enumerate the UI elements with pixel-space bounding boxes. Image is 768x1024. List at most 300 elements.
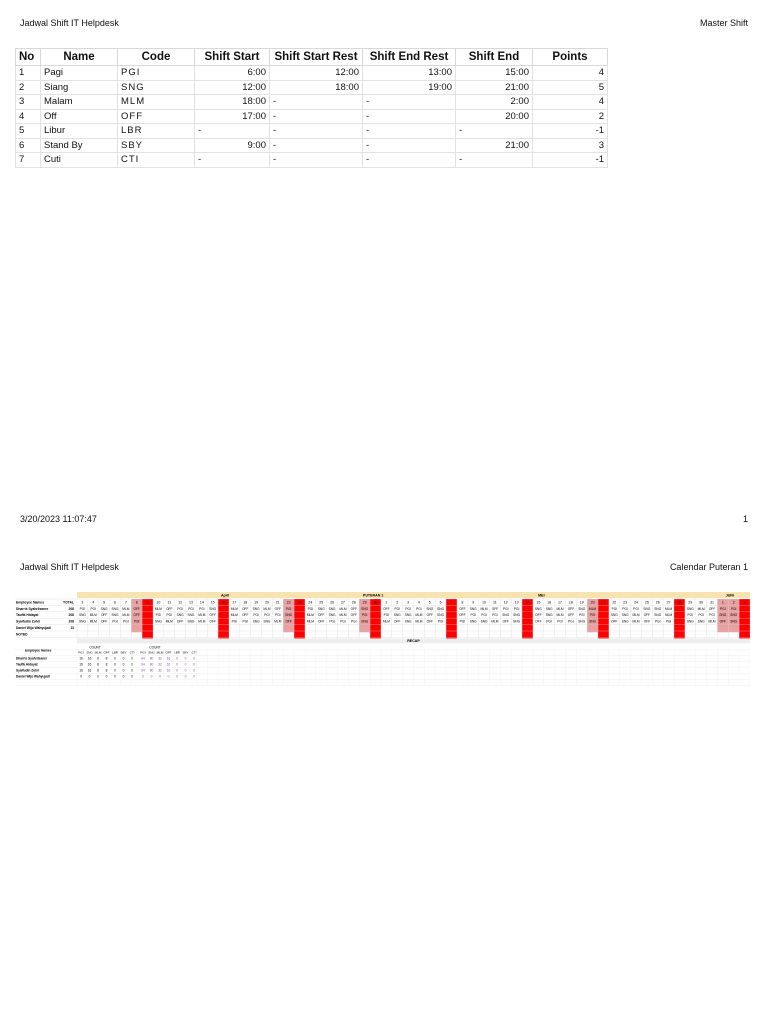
table-cell: 3 bbox=[16, 95, 41, 110]
shift-code: SNG bbox=[328, 606, 336, 611]
recap-points: 0 bbox=[142, 674, 144, 679]
table-row bbox=[16, 124, 608, 139]
shift-code: PGI bbox=[329, 619, 335, 624]
shift-code: OFF bbox=[535, 613, 542, 618]
shift-code: OFF bbox=[166, 606, 173, 611]
count-code: LBR bbox=[174, 650, 180, 655]
table-cell: 4 bbox=[533, 66, 608, 81]
employee-total: 13 bbox=[70, 626, 74, 630]
shift-code: SNG bbox=[621, 613, 629, 618]
shift-code: MLM bbox=[306, 613, 314, 618]
table-cell: 5 bbox=[533, 80, 608, 95]
recap-count: 16 bbox=[87, 656, 92, 661]
table-cell: -1 bbox=[533, 153, 608, 168]
shift-code: OFF bbox=[274, 606, 282, 611]
recap-points: 0 bbox=[167, 674, 170, 679]
table-cell: 9:00 bbox=[195, 138, 270, 153]
calendar-grid bbox=[15, 592, 750, 688]
shift-code: OFF bbox=[318, 619, 325, 624]
recap-points: 0 bbox=[176, 668, 178, 673]
table-cell: - bbox=[363, 109, 456, 124]
table-cell: - bbox=[270, 138, 363, 153]
shift-code: SNG bbox=[437, 606, 445, 611]
employee-name: Syaifudin Zuhri bbox=[16, 619, 40, 624]
shift-code: PGI bbox=[90, 606, 97, 611]
day-number: 11 bbox=[493, 600, 497, 605]
month-label: JUNI bbox=[725, 593, 734, 598]
day-number: 19 bbox=[254, 600, 259, 605]
recap-points: 0 bbox=[193, 674, 195, 679]
day-number: 28 bbox=[351, 600, 356, 605]
day-number: 18 bbox=[568, 600, 573, 605]
shift-code: SNG bbox=[654, 613, 662, 618]
shift-code: OFF bbox=[285, 619, 292, 624]
holiday-cell bbox=[446, 599, 457, 639]
shift-code: PGI bbox=[654, 619, 661, 624]
shift-code: MLM bbox=[198, 619, 206, 624]
recap-points: 0 bbox=[176, 656, 178, 661]
shift-code: MLM bbox=[697, 606, 705, 611]
day-number: 26 bbox=[330, 600, 335, 605]
shift-code: SNG bbox=[578, 619, 586, 624]
shift-code: MLM bbox=[556, 613, 564, 618]
recap-count: 0 bbox=[114, 656, 116, 661]
shift-code: PGI bbox=[687, 613, 694, 618]
recap-count: 0 bbox=[131, 662, 133, 667]
shift-code: SNG bbox=[610, 613, 618, 618]
total-header: TOTAL bbox=[63, 600, 74, 605]
count-code: OFF bbox=[165, 650, 172, 655]
shift-code: MLM bbox=[665, 613, 673, 618]
table-cell: 15:00 bbox=[456, 66, 533, 81]
shift-code: OFF bbox=[567, 606, 575, 611]
recap-count: 8 bbox=[105, 656, 108, 661]
recap-points: 64 bbox=[141, 662, 145, 667]
count-code: SBY bbox=[182, 650, 189, 655]
recap-count: 0 bbox=[114, 668, 116, 673]
count-code: CTI bbox=[191, 650, 197, 655]
recap-count: 0 bbox=[80, 674, 82, 679]
day-number: 22 bbox=[286, 600, 291, 605]
day-number: 22 bbox=[612, 600, 617, 605]
day-number: 31 bbox=[710, 600, 715, 605]
shift-code: PGI bbox=[112, 619, 118, 624]
recap-points: 64 bbox=[141, 668, 145, 673]
shift-code: PGI bbox=[199, 606, 205, 611]
shift-code: MLM bbox=[122, 613, 130, 618]
table-cell: 1 bbox=[16, 66, 41, 81]
day-number: 6 bbox=[439, 600, 442, 605]
table-cell: - bbox=[363, 124, 456, 139]
count-code: SNG bbox=[148, 650, 155, 655]
table-cell: 18:00 bbox=[195, 95, 270, 110]
shift-code: SNG bbox=[285, 613, 293, 618]
shift-code: PGI bbox=[361, 613, 368, 618]
recap-count: 0 bbox=[122, 674, 125, 679]
recap-employee-name: Daniel Wijo Wahyujadi bbox=[16, 674, 50, 679]
shift-code: SNG bbox=[393, 613, 401, 618]
table-cell: 12:00 bbox=[195, 80, 270, 95]
page1-footer-timestamp: 3/20/2023 11:07:47 bbox=[20, 514, 97, 524]
employee-name: Dharris Syahrilsaner bbox=[16, 606, 49, 611]
shift-code: PGI bbox=[459, 619, 466, 624]
shift-code: SNG bbox=[361, 619, 369, 624]
table-cell: 21:00 bbox=[456, 80, 533, 95]
table-cell: PGI bbox=[118, 66, 195, 81]
shift-code: PGI bbox=[579, 613, 585, 618]
day-number: 4 bbox=[417, 600, 420, 605]
recap-employee-name: Taufik Hidayat bbox=[16, 662, 38, 667]
shift-code: MLM bbox=[382, 619, 390, 624]
shift-code: MLM bbox=[339, 606, 347, 611]
day-number: 12 bbox=[503, 600, 508, 605]
month-band bbox=[77, 592, 750, 598]
holiday-cell bbox=[739, 599, 750, 639]
table-row bbox=[16, 153, 608, 168]
recap-points: 16 bbox=[166, 656, 171, 661]
recap-count: 8 bbox=[97, 668, 99, 673]
recap-count: 16 bbox=[79, 656, 83, 661]
shift-code: MLM bbox=[339, 613, 347, 618]
table-cell: Pagi bbox=[41, 66, 118, 81]
holiday-cell bbox=[598, 599, 609, 639]
day-number: 20 bbox=[590, 600, 595, 605]
shift-code: MLM bbox=[556, 606, 564, 611]
recap-points: 0 bbox=[193, 662, 195, 667]
count-code: CTI bbox=[129, 650, 135, 655]
shift-code: PGI bbox=[622, 606, 628, 611]
table-cell: - bbox=[456, 153, 533, 168]
recap-points: 32 bbox=[158, 668, 162, 673]
shift-code: OFF bbox=[383, 606, 390, 611]
shift-code: MLM bbox=[89, 613, 97, 618]
shift-code: PGI bbox=[166, 613, 173, 618]
shift-code: MLM bbox=[230, 606, 238, 611]
shift-code: SNG bbox=[328, 613, 336, 618]
day-number: 30 bbox=[699, 600, 704, 605]
shift-code: SNG bbox=[545, 606, 553, 611]
table-cell: - bbox=[363, 153, 456, 168]
count-code: PGI bbox=[140, 650, 146, 655]
table-cell: 19:00 bbox=[363, 80, 456, 95]
day-number: 10 bbox=[156, 600, 161, 605]
day-number: 14 bbox=[199, 600, 204, 605]
recap-count: 0 bbox=[131, 674, 133, 679]
day-number: 27 bbox=[340, 600, 345, 605]
day-number: 14 bbox=[525, 600, 530, 605]
recap-count: 0 bbox=[122, 656, 125, 661]
shift-code: MLM bbox=[263, 606, 271, 611]
shift-code: SNG bbox=[176, 613, 184, 618]
shift-code: MLM bbox=[632, 619, 640, 624]
shift-code: OFF bbox=[350, 613, 357, 618]
day-number: 12 bbox=[178, 600, 183, 605]
notes-label: NOTED bbox=[16, 632, 28, 637]
shift-code: PGI bbox=[730, 606, 737, 611]
day-number: 21 bbox=[275, 600, 280, 605]
day-number: 1 bbox=[721, 600, 724, 605]
day-number: 1 bbox=[385, 600, 388, 605]
shift-code: OFF bbox=[133, 606, 140, 611]
table-row bbox=[16, 66, 608, 81]
shift-code: OFF bbox=[209, 619, 216, 624]
shift-code: SNG bbox=[686, 606, 694, 611]
shift-code: PGI bbox=[665, 619, 672, 624]
shift-code: PGI bbox=[242, 619, 248, 624]
shift-code: SNG bbox=[730, 613, 738, 618]
table-cell: -1 bbox=[533, 124, 608, 139]
recap-points: 0 bbox=[193, 656, 195, 661]
table-cell: Off bbox=[41, 109, 118, 124]
table-cell: 2:00 bbox=[456, 95, 533, 110]
table-cell: 6:00 bbox=[195, 66, 270, 81]
table-cell: 4 bbox=[16, 109, 41, 124]
holiday-cell bbox=[142, 599, 153, 639]
table-cell: Siang bbox=[41, 80, 118, 95]
shift-code: PGI bbox=[720, 606, 726, 611]
employee-name: Taufik Hidayat bbox=[16, 613, 39, 618]
table-cell: OFF bbox=[118, 109, 195, 124]
recap-count: 0 bbox=[88, 674, 91, 679]
shift-code: MLM bbox=[198, 613, 206, 618]
day-number: 27 bbox=[666, 600, 671, 605]
shift-code: SNG bbox=[730, 619, 738, 624]
day-number: 13 bbox=[514, 600, 519, 605]
column-header: Points bbox=[533, 49, 608, 66]
shift-code: OFF bbox=[459, 606, 466, 611]
table-cell: Libur bbox=[41, 124, 118, 139]
recap-count: 8 bbox=[105, 662, 108, 667]
shift-code: PGI bbox=[503, 606, 509, 611]
shift-code: SNG bbox=[480, 619, 488, 624]
shift-code: OFF bbox=[502, 619, 509, 624]
shift-code: PGI bbox=[264, 613, 270, 618]
day-number: 29 bbox=[688, 600, 693, 605]
day-number: 10 bbox=[482, 600, 487, 605]
calendar-sheet bbox=[15, 592, 750, 688]
shift-code: PGI bbox=[568, 619, 574, 624]
shift-code: SNG bbox=[317, 606, 325, 611]
shift-code: OFF bbox=[350, 606, 357, 611]
table-cell: - bbox=[363, 95, 456, 110]
shift-code: MLM bbox=[589, 606, 597, 611]
recap-count: 16 bbox=[87, 662, 92, 667]
shift-code: OFF bbox=[643, 619, 651, 624]
recap-points: 64 bbox=[141, 656, 145, 661]
table-cell: 13:00 bbox=[363, 66, 456, 81]
holiday-cell bbox=[674, 599, 685, 639]
count-code: OFF bbox=[103, 650, 110, 655]
column-header: Shift Start Rest bbox=[270, 49, 363, 66]
shift-code: SNG bbox=[502, 613, 510, 618]
day-number: 3 bbox=[407, 600, 410, 605]
recap-points: 0 bbox=[150, 674, 153, 679]
shift-code: PGI bbox=[513, 606, 520, 611]
count-label-b: COUNT bbox=[149, 645, 161, 650]
shift-code: PGI bbox=[557, 619, 563, 624]
count-code: MLM bbox=[94, 650, 102, 655]
shift-code: SNG bbox=[154, 619, 162, 624]
table-cell: 2 bbox=[16, 80, 41, 95]
shift-code: PGI bbox=[275, 613, 281, 618]
shift-code: MLM bbox=[491, 619, 499, 624]
shift-code: SNG bbox=[513, 613, 521, 618]
table-cell: SBY bbox=[118, 138, 195, 153]
table-row bbox=[16, 138, 608, 153]
shift-code: OFF bbox=[242, 613, 249, 618]
shift-code: SNG bbox=[361, 606, 369, 611]
shift-code: PGI bbox=[79, 606, 86, 611]
shift-code: PGI bbox=[340, 619, 346, 624]
page2-sheet-name: Calendar Puteran 1 bbox=[669, 562, 748, 572]
shift-code: OFF bbox=[318, 613, 325, 618]
shift-code: OFF bbox=[209, 613, 216, 618]
recap-count: 0 bbox=[114, 674, 116, 679]
shift-code: OFF bbox=[133, 613, 140, 618]
day-number: 29 bbox=[362, 600, 367, 605]
day-number: 24 bbox=[634, 600, 639, 605]
employee-total: 208 bbox=[68, 613, 74, 618]
shift-code: SNG bbox=[404, 619, 412, 624]
shift-code: SNG bbox=[426, 606, 434, 611]
month-label: PUTERAN 1 bbox=[362, 593, 384, 598]
table-cell: Malam bbox=[41, 95, 118, 110]
shift-code: OFF bbox=[719, 619, 727, 624]
column-header: Shift Start bbox=[195, 49, 270, 66]
table-cell: - bbox=[270, 109, 363, 124]
shift-code: SNG bbox=[469, 619, 477, 624]
day-number: 21 bbox=[601, 600, 606, 605]
recap-count: 8 bbox=[97, 656, 99, 661]
shift-code: PGI bbox=[611, 606, 618, 611]
shift-code: PGI bbox=[383, 613, 390, 618]
day-number: 8 bbox=[461, 600, 464, 605]
count-code: SBY bbox=[120, 650, 127, 655]
shift-code: OFF bbox=[567, 613, 575, 618]
shift-code: PGI bbox=[155, 613, 162, 618]
table-cell: - bbox=[270, 124, 363, 139]
shift-code: OFF bbox=[394, 619, 401, 624]
shift-code: SNG bbox=[697, 619, 705, 624]
shift-code: PGI bbox=[546, 619, 552, 624]
shift-code: SNG bbox=[654, 606, 662, 611]
count-code: PGI bbox=[78, 650, 84, 655]
day-number: 5 bbox=[428, 600, 431, 605]
shift-code: SNG bbox=[187, 619, 195, 624]
day-number: 7 bbox=[450, 600, 453, 605]
table-cell: MLM bbox=[118, 95, 195, 110]
employee-names-header: Employee Names bbox=[16, 600, 45, 605]
table-cell: 12:00 bbox=[270, 66, 363, 81]
recap-points: 16 bbox=[166, 662, 171, 667]
day-number: 26 bbox=[655, 600, 660, 605]
table-cell: 3 bbox=[533, 138, 608, 153]
shift-code: PGI bbox=[405, 606, 411, 611]
table-cell: Stand By bbox=[41, 138, 118, 153]
recap-count: 0 bbox=[131, 668, 133, 673]
month-label: April bbox=[220, 593, 230, 598]
shift-code: SNG bbox=[513, 619, 521, 624]
shift-code: PGI bbox=[481, 613, 487, 618]
table-cell: LBR bbox=[118, 124, 195, 139]
recap-label: RECAP bbox=[407, 639, 420, 644]
column-header: No bbox=[16, 49, 41, 66]
shift-code: OFF bbox=[643, 613, 651, 618]
shift-code: SNG bbox=[469, 606, 477, 611]
page1-sheet-name: Master Shift bbox=[699, 18, 748, 28]
shift-code: PGI bbox=[437, 619, 444, 624]
day-number: 6 bbox=[113, 600, 116, 605]
shift-code: OFF bbox=[176, 619, 184, 624]
recap-count: 0 bbox=[105, 674, 108, 679]
holiday-cell bbox=[370, 599, 381, 639]
day-number: 25 bbox=[319, 600, 324, 605]
day-number: 9 bbox=[146, 600, 149, 605]
recap-points: 16 bbox=[166, 668, 171, 673]
shift-code: SNG bbox=[78, 613, 86, 618]
table-row bbox=[16, 109, 608, 124]
shift-code: OFF bbox=[708, 606, 716, 611]
shift-code: PGI bbox=[253, 613, 259, 618]
page2-title: Jadwal Shift IT Helpdesk bbox=[20, 562, 119, 572]
shift-code: OFF bbox=[535, 619, 542, 624]
table-cell: - bbox=[195, 124, 270, 139]
table-cell: 18:00 bbox=[270, 80, 363, 95]
recap-count: 8 bbox=[97, 662, 99, 667]
shift-code: MLM bbox=[708, 619, 716, 624]
shift-code: PGI bbox=[307, 606, 314, 611]
shift-code: MLM bbox=[165, 619, 173, 624]
shift-code: OFF bbox=[491, 606, 499, 611]
holiday-cell bbox=[218, 599, 229, 639]
shift-code: PGI bbox=[123, 619, 129, 624]
day-number: 9 bbox=[472, 600, 475, 605]
employee-total: 208 bbox=[68, 619, 74, 624]
table-cell: 21:00 bbox=[456, 138, 533, 153]
shift-code: OFF bbox=[611, 619, 618, 624]
recap-count: 16 bbox=[79, 668, 83, 673]
shift-code: SNG bbox=[252, 619, 260, 624]
shift-code: SNG bbox=[545, 613, 553, 618]
shift-code: OFF bbox=[426, 619, 433, 624]
table-cell: 4 bbox=[533, 95, 608, 110]
shift-code: MLM bbox=[632, 613, 640, 618]
count-code: MLM bbox=[156, 650, 164, 655]
shift-code: PGI bbox=[633, 606, 639, 611]
count-code: SNG bbox=[86, 650, 93, 655]
table-cell: - bbox=[195, 153, 270, 168]
day-number: 19 bbox=[579, 600, 584, 605]
shift-code: MLM bbox=[154, 606, 162, 611]
recap-points: 80 bbox=[149, 668, 154, 673]
day-number: 23 bbox=[623, 600, 628, 605]
day-number: 17 bbox=[558, 600, 563, 605]
shift-code: SNG bbox=[404, 613, 412, 618]
holiday-cell bbox=[522, 599, 533, 639]
shift-code: PGI bbox=[285, 606, 292, 611]
shift-code: SNG bbox=[589, 619, 597, 624]
shift-code: MLM bbox=[415, 619, 423, 624]
table-cell: - bbox=[456, 124, 533, 139]
shift-code: PGI bbox=[231, 619, 238, 624]
holiday-cell bbox=[294, 599, 305, 639]
table-cell: - bbox=[363, 138, 456, 153]
recap-count: 0 bbox=[114, 662, 116, 667]
table-cell: 17:00 bbox=[195, 109, 270, 124]
table-cell: 6 bbox=[16, 138, 41, 153]
day-number: 18 bbox=[243, 600, 248, 605]
shift-code: SNG bbox=[209, 606, 217, 611]
